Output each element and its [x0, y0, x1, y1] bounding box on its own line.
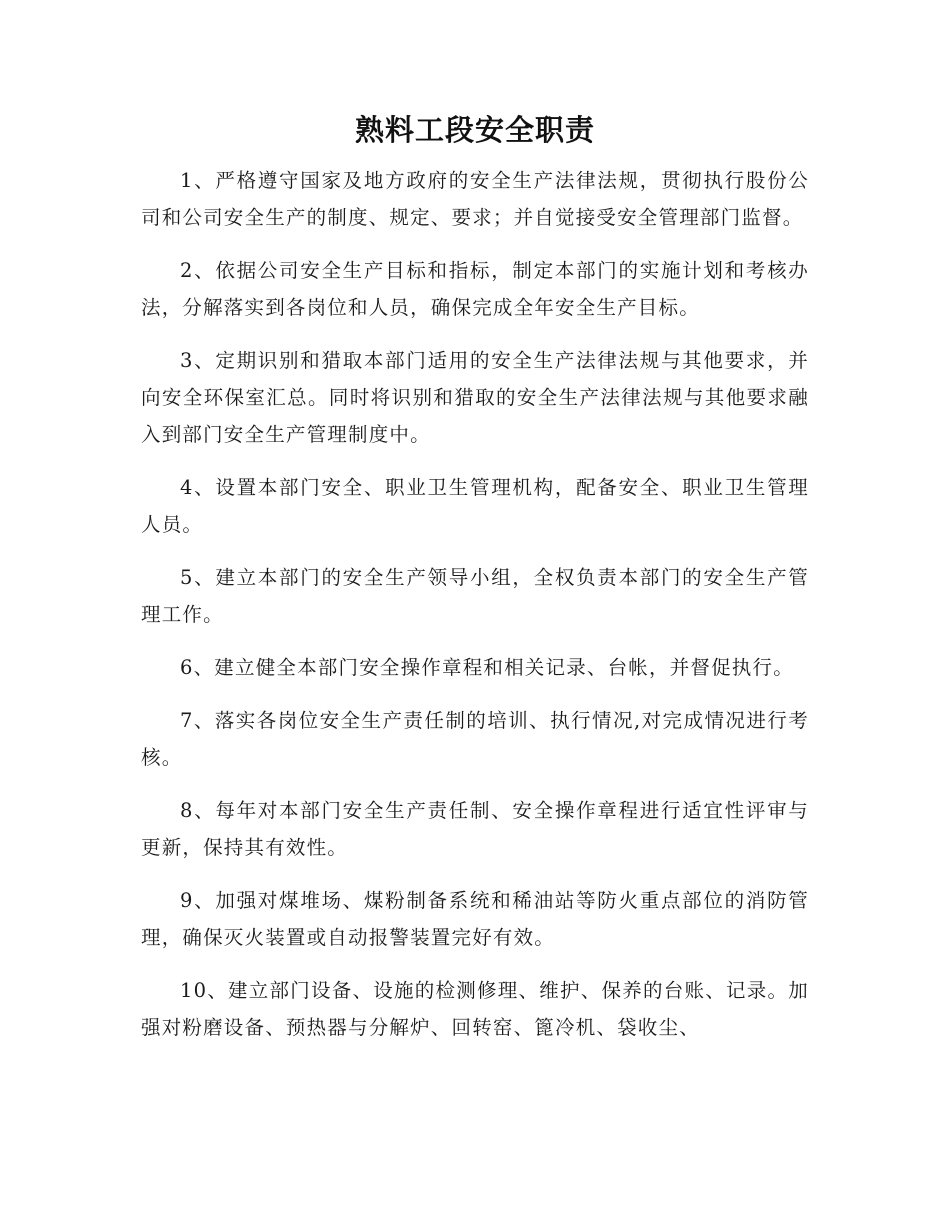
- paragraph-7: 7、落实各岗位安全生产责任制的培训、执行情况,对完成情况进行考核。: [141, 709, 809, 769]
- paragraph-3: 3、定期识别和猎取本部门适用的安全生产法律法规与其他要求，并向安全环保室汇总。同时将识别和猎取的安全生产法律法规与其他要求融入到部门安全生产管理制度中。: [141, 349, 809, 446]
- paragraph-6: 6、建立健全本部门安全操作章程和相关记录、台帐，并督促执行。: [180, 656, 794, 679]
- paragraph-8: 8、每年对本部门安全生产责任制、安全操作章程进行适宜性评审与更新，保持其有效性。: [141, 799, 809, 859]
- paragraph-1: 1、严格遵守国家及地方政府的安全生产法律法规，贯彻执行股份公司和公司安全生产的制度、规定、要求；并自觉接受安全管理部门监督。: [141, 169, 809, 229]
- paragraph-10: 10、建立部门设备、设施的检测修理、维护、保养的台账、记录。加强对粉磨设备、预热器与分解炉、回转窑、篦冷机、袋收尘、: [141, 979, 809, 1039]
- document-title: 熟料工段安全职责: [354, 113, 595, 147]
- paragraph-2: 2、依据公司安全生产目标和指标，制定本部门的实施计划和考核办法，分解落实到各岗位和人员，确保完成全年安全生产目标。: [141, 259, 809, 319]
- document-body: [141, 162, 809, 1062]
- paragraph-9: 9、加强对煤堆场、煤粉制备系统和稀油站等防火重点部位的消防管理，确保灭火装置或自动报警装置完好有效。: [141, 889, 809, 949]
- paragraph-4: 4、设置本部门安全、职业卫生管理机构，配备安全、职业卫生管理人员。: [141, 476, 809, 536]
- paragraph-5: 5、建立本部门的安全生产领导小组，全权负责本部门的安全生产管理工作。: [141, 566, 809, 626]
